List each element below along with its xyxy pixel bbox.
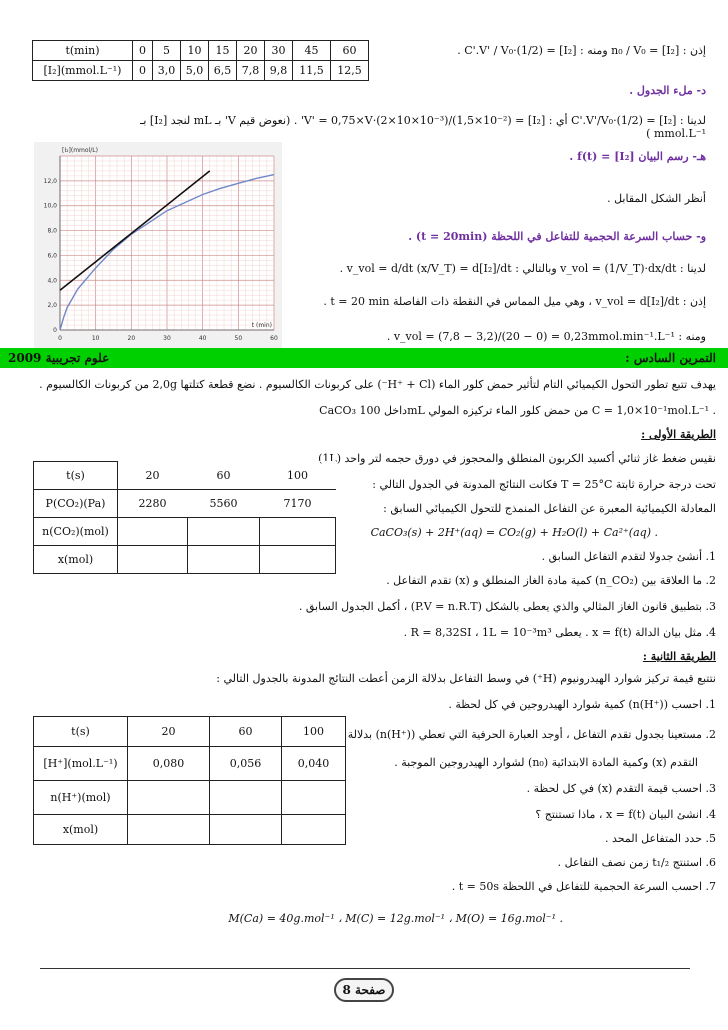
table-cell: 0,040 — [282, 747, 346, 781]
table-row — [34, 717, 346, 747]
table-cell — [188, 546, 260, 574]
table-cell: 12,5 — [331, 61, 369, 81]
table-cell — [260, 518, 336, 546]
intro-line: CaCO₃ داخل 100mL من حمض كلور الماء تركيزه المولي C = 1,0×10⁻¹mol.L⁻¹ . — [319, 404, 716, 417]
table-row — [33, 61, 369, 81]
method2-title: الطريقة الثانية : — [642, 650, 716, 663]
question: 6. استنتج t₁/₂ زمن نصف التفاعل . — [557, 856, 716, 869]
y-tick-label: 2,0 — [47, 302, 57, 310]
table-row — [34, 781, 346, 815]
table-cell: 20 — [118, 462, 188, 490]
x-tick-label: 60 — [270, 335, 278, 342]
question: 1. احسب (n(H⁺)) كمية شوارد الهيدروجين في كل لحظة . — [448, 698, 716, 711]
pressure-table — [33, 461, 336, 574]
table-row — [34, 815, 346, 845]
table-cell — [188, 518, 260, 546]
table-cell — [128, 815, 210, 845]
y-tick-label: 4,0 — [47, 277, 57, 285]
see-figure-text: أنظر الشكل المقابل . — [607, 192, 706, 205]
table-cell — [210, 781, 282, 815]
x-tick-label: 20 — [127, 335, 136, 342]
page-number: صفحة 8 — [334, 978, 394, 1002]
table-cell: 45 — [293, 41, 331, 61]
question: 4. انشئ البيان x = f(t) ، ماذا تستنتج ؟ — [535, 808, 716, 821]
table-cell: 15 — [209, 41, 237, 61]
table-row — [34, 747, 346, 781]
question: 2. مستعينا بجدول تقدم التفاعل ، أوجد العبارة الحرفية التي تعطي (n(H⁺)) بدلالة — [347, 728, 716, 741]
formula-line: لدينا : v_vol = (1/V_T)·dx/dt وبالتالي : v_vol = d/dt (x/V_T) = d[I₂]/dt . — [339, 262, 706, 275]
table-cell — [210, 815, 282, 845]
formula-line: إذن : v_vol = d[I₂]/dt ، وهي ميل المماس في النقطة ذات الفاصلة t = 20 min . — [323, 295, 706, 308]
intro-line: يهدف تتبع تطور التحول الكيميائي التام لتأثير حمض كلور الماء (H⁺ + Cl⁻) على كربونات الكالسيوم . نضع قطعة كتلتها 2,0g من كربونات الكالسيوم . — [39, 378, 716, 391]
y-tick-label: 10,0 — [43, 202, 57, 210]
formula-line: إذن : [I₂] = n₀ / V₀ ومنه : [I₂] = (1/2)·C'.V' / V₀ . — [457, 44, 706, 57]
table-row — [33, 41, 369, 61]
concentration-chart — [34, 142, 282, 352]
question: 7. احسب السرعة الحجمية للتفاعل في اللحظة t = 50s . — [451, 880, 716, 893]
question: 1. أنشئ جدولا لتقدم التفاعل السابق . — [541, 550, 716, 563]
section-e-title: هـ- رسم البيان [I₂] = f(t) . — [569, 150, 706, 163]
x-tick-label: 10 — [91, 335, 100, 342]
question: 4. مثل بيان الدالة x = f(t) . يعطى R = 8,32SI ، 1L = 10⁻³m³ . — [403, 626, 716, 639]
table-cell: 60 — [210, 717, 282, 747]
table-cell: 10 — [181, 41, 209, 61]
molar-masses: M(Ca) = 40g.mol⁻¹ ، M(C) = 12g.mol⁻¹ ، M(O) = 16g.mol⁻¹ . — [228, 912, 563, 925]
question: 3. احسب قيمة التقدم (x) في كل لحظة . — [526, 782, 716, 795]
table-cell: 5 — [153, 41, 181, 61]
table-cell: 7,8 — [237, 61, 265, 81]
table-cell — [282, 815, 346, 845]
question: التقدم (x) وكمية المادة الابتدائية (n₀) لشوارد الهيدروجين الموجبة . — [394, 756, 698, 769]
y-tick-label: 8,0 — [47, 227, 57, 235]
table-cell: 0 — [133, 61, 153, 81]
x-tick-label: 50 — [234, 335, 243, 342]
table-cell: 6,5 — [209, 61, 237, 81]
question: 3. بتطبيق قانون الغاز المثالي والذي يعطى بالشكل (P.V = n.R.T) ، أكمل الجدول السابق . — [298, 600, 716, 613]
method1-line: تحت درجة حرارة ثابتة T = 25°C فكانت النتائج المدونة في الجدول التالي : — [372, 478, 716, 491]
table-cell: 0,080 — [128, 747, 210, 781]
section-w-title — [408, 230, 706, 243]
section-w-title-text: و- حساب السرعة الحجمية للتفاعل في اللحظة (t = 20min) . — [408, 230, 706, 243]
table-cell: [H⁺](mol.L⁻¹) — [34, 747, 128, 781]
table-cell: 100 — [260, 462, 336, 490]
table-cell: t(s) — [34, 462, 118, 490]
method1-title: الطريقة الأولى : — [641, 428, 716, 441]
section-d-title: د- ملء الجدول . — [629, 84, 706, 97]
question: 2. ما العلاقة بين (n_CO₂) كمية مادة الغاز المنطلق و (x) تقدم التفاعل . — [386, 574, 716, 587]
table-cell: 0,056 — [210, 747, 282, 781]
x-tick-label: 40 — [198, 335, 207, 342]
hydronium-table — [33, 716, 346, 845]
y-tick-label: 12,0 — [43, 177, 57, 185]
table-cell: x(mol) — [34, 815, 128, 845]
table-cell: n(CO₂)(mol) — [34, 518, 118, 546]
question: 5. حدد المتفاعل المحد . — [605, 832, 716, 845]
table-row — [34, 546, 336, 574]
x-axis-label: t (min) — [251, 322, 272, 329]
table-cell — [118, 518, 188, 546]
method1-line: المعادلة الكيميائية المعبرة عن التفاعل المنمذج للتحول الكيميائي السابق : — [383, 502, 716, 515]
table-cell: 100 — [282, 717, 346, 747]
y-tick-label: 0 — [53, 327, 57, 334]
reaction-equation: CaCO₃(s) + 2H⁺(aq) = CO₂(g) + H₂O(l) + Ca²⁺(aq) . — [370, 526, 658, 539]
table-cell: 60 — [331, 41, 369, 61]
exercise-tag: علوم تجريبية 2009 — [8, 351, 110, 365]
table-cell: 11,5 — [293, 61, 331, 81]
table-cell: 20 — [237, 41, 265, 61]
table-cell: 5,0 — [181, 61, 209, 81]
table-cell: 2280 — [118, 490, 188, 518]
formula-line: ومنه : v_vol = (7,8 − 3,2)/(20 − 0) = 0,23mmol.min⁻¹.L⁻¹ . — [386, 330, 706, 343]
x-tick-label: 30 — [163, 335, 171, 342]
table-cell: [I₂](mmol.L⁻¹) — [33, 61, 133, 81]
footer-divider — [40, 968, 690, 969]
table-cell: 0 — [133, 41, 153, 61]
table-cell: 9,8 — [265, 61, 293, 81]
table-cell: 20 — [128, 717, 210, 747]
table-cell: t(min) — [33, 41, 133, 61]
table-cell: x(mol) — [34, 546, 118, 574]
table-cell: 60 — [188, 462, 260, 490]
table-cell — [282, 781, 346, 815]
exercise-title: التمرين السادس : — [625, 351, 716, 365]
y-tick-label: 6,0 — [47, 252, 57, 260]
table-cell: n(H⁺)(mol) — [34, 781, 128, 815]
concentration-table — [32, 40, 369, 81]
exercise-banner — [0, 348, 728, 368]
method2-intro: نتتبع قيمة تركيز شوارد الهيدرونيوم (H⁺) في وسط التفاعل بدلالة الزمن أعطت النتائج المدونة بالجدول التالي : — [216, 672, 716, 685]
table-cell: 3,0 — [153, 61, 181, 81]
table-cell: P(CO₂)(Pa) — [34, 490, 118, 518]
table-cell: 5560 — [188, 490, 260, 518]
table-cell — [118, 546, 188, 574]
table-cell — [260, 546, 336, 574]
table-cell: t(s) — [34, 717, 128, 747]
y-axis-label: [I₂](mmol/L) — [62, 147, 98, 154]
formula-line: لدينا : [I₂] = (1/2)·C'.V'/V₀ أي : [I₂] = (1,5×10⁻²)/(2×10×10⁻³)·V' = 0,75×V' . (نعوض قيم V' بـ mL لنجد [I₂] بـ mmol.L⁻¹ ) — [140, 114, 706, 140]
table-cell: 30 — [265, 41, 293, 61]
method1-line: نقيس ضغط غاز ثنائي أكسيد الكربون المنطلق والمحجوز في دورق حجمه لتر واحد (1L) — [318, 452, 716, 465]
x-tick-label: 0 — [58, 335, 62, 342]
table-row — [34, 518, 336, 546]
table-row — [34, 462, 336, 490]
table-row — [34, 490, 336, 518]
table-cell: 7170 — [260, 490, 336, 518]
table-cell — [128, 781, 210, 815]
